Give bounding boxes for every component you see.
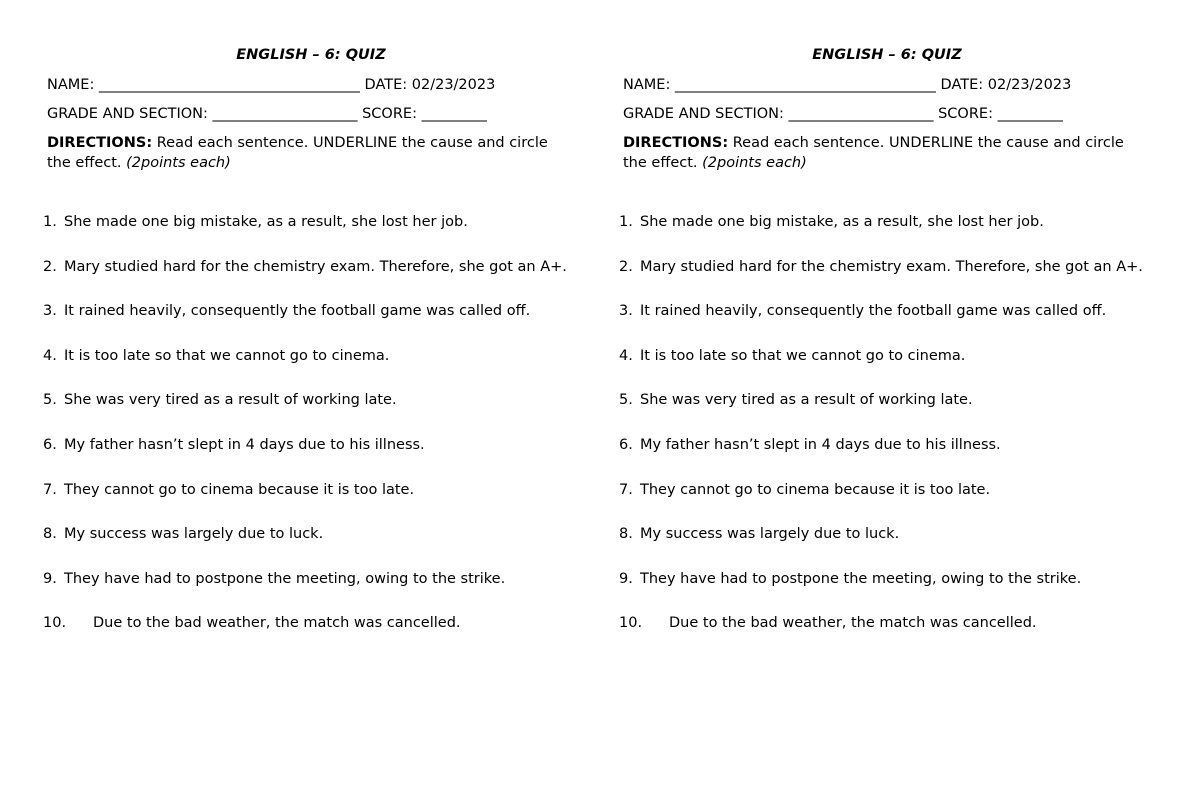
question-number: 6. <box>43 436 57 453</box>
question-number: 8. <box>43 526 57 543</box>
question-number: 9. <box>619 570 633 587</box>
question-item <box>43 256 607 278</box>
directions-text: Read each sentence. UNDERLINE the cause and circle the effect. <box>47 135 548 171</box>
question-text: They cannot go to cinema because it is too late. <box>64 481 415 498</box>
question-item <box>619 389 1183 411</box>
question-number: 1. <box>619 214 633 230</box>
question-number: 5. <box>43 392 57 409</box>
question-item <box>43 523 607 545</box>
question-text: Mary studied hard for the chemistry exam. Therefore, she got an A+. <box>64 258 567 275</box>
question-item <box>619 345 1183 367</box>
question-text: She was very tired as a result of working late. <box>64 392 397 409</box>
question-text: Due to the bad weather, the match was cancelled. <box>93 615 461 632</box>
question-number: 1. <box>43 214 57 230</box>
question-text: Mary studied hard for the chemistry exam. Therefore, she got an A+. <box>640 258 1143 275</box>
grade-score-line: GRADE AND SECTION: ____________________ SCORE: _________ <box>47 106 487 122</box>
question-item <box>619 612 1183 634</box>
quiz-title: ENGLISH – 6: QUIZ <box>236 47 386 63</box>
question-item <box>619 568 1183 590</box>
directions-label: DIRECTIONS: <box>623 135 729 151</box>
points-note: (2points each) <box>702 154 807 171</box>
question-item <box>619 479 1183 501</box>
question-number: 8. <box>619 526 633 543</box>
quiz-sheet-right <box>619 0 1183 785</box>
question-text: She was very tired as a result of working late. <box>640 392 973 409</box>
question-number: 3. <box>43 303 57 320</box>
question-text: My success was largely due to luck. <box>640 526 900 543</box>
points-note: (2points each) <box>126 154 231 171</box>
question-text: It rained heavily, consequently the football game was called off. <box>64 303 531 320</box>
question-number: 6. <box>619 436 633 453</box>
question-item <box>43 300 607 322</box>
question-item <box>619 256 1183 278</box>
question-item <box>43 612 607 634</box>
question-item <box>43 211 607 233</box>
name-date-line: NAME: ____________________________________ DATE: 02/23/2023 <box>47 77 496 93</box>
question-number: 9. <box>43 570 57 587</box>
question-number: 4. <box>619 347 633 364</box>
directions-text: Read each sentence. UNDERLINE the cause and circle the effect. <box>623 135 1124 171</box>
question-number: 10. <box>619 615 643 632</box>
directions <box>47 134 567 173</box>
quiz-title: ENGLISH – 6: QUIZ <box>812 47 962 63</box>
question-item <box>43 345 607 367</box>
question-list <box>619 211 1183 657</box>
question-text: My success was largely due to luck. <box>64 526 324 543</box>
question-number: 2. <box>43 258 57 275</box>
question-item <box>43 568 607 590</box>
question-number: 3. <box>619 303 633 320</box>
name-date-line: NAME: ____________________________________ DATE: 02/23/2023 <box>623 77 1072 93</box>
question-text: My father hasn’t slept in 4 days due to his illness. <box>640 436 1001 453</box>
question-text: They have had to postpone the meeting, owing to the strike. <box>64 570 506 587</box>
question-text: She made one big mistake, as a result, she lost her job. <box>64 214 468 230</box>
question-text: It rained heavily, consequently the football game was called off. <box>640 303 1107 320</box>
grade-score-line: GRADE AND SECTION: ____________________ SCORE: _________ <box>623 106 1063 122</box>
question-text: They have had to postpone the meeting, owing to the strike. <box>640 570 1082 587</box>
question-text: It is too late so that we cannot go to cinema. <box>640 347 966 364</box>
quiz-sheet-left <box>43 0 607 785</box>
question-text: It is too late so that we cannot go to cinema. <box>64 347 390 364</box>
question-number: 7. <box>43 481 57 498</box>
question-text: Due to the bad weather, the match was cancelled. <box>669 615 1037 632</box>
question-text: They cannot go to cinema because it is too late. <box>640 481 991 498</box>
question-number: 4. <box>43 347 57 364</box>
question-number: 7. <box>619 481 633 498</box>
directions-label: DIRECTIONS: <box>47 135 153 151</box>
question-item <box>43 434 607 456</box>
question-number: 5. <box>619 392 633 409</box>
question-list <box>43 211 607 657</box>
question-text: My father hasn’t slept in 4 days due to his illness. <box>64 436 425 453</box>
question-number: 2. <box>619 258 633 275</box>
question-item <box>619 211 1183 233</box>
directions <box>623 134 1143 173</box>
question-item <box>43 479 607 501</box>
question-item <box>619 434 1183 456</box>
question-item <box>619 300 1183 322</box>
question-text: She made one big mistake, as a result, she lost her job. <box>640 214 1044 230</box>
question-item <box>43 389 607 411</box>
question-item <box>619 523 1183 545</box>
question-number: 10. <box>43 615 67 632</box>
